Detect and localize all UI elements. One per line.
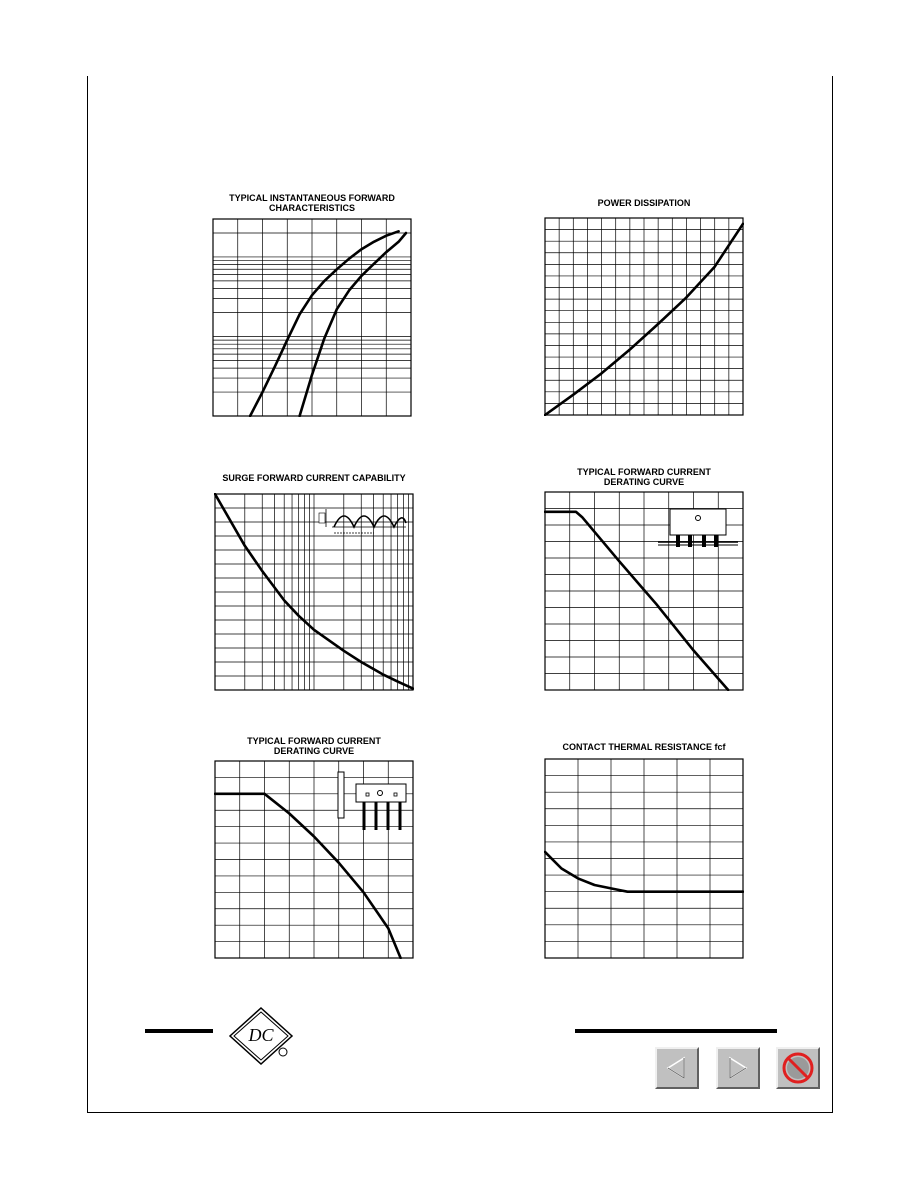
company-logo xyxy=(228,1006,298,1066)
triangle-right-icon xyxy=(718,1049,758,1087)
c5-heatsink-diagram xyxy=(334,768,410,838)
next-page-button[interactable] xyxy=(716,1047,760,1089)
footer-rule-right xyxy=(575,1029,777,1033)
c4-y-axis-label xyxy=(491,471,503,711)
c3-waveform-diagram xyxy=(318,505,408,547)
c1-grid xyxy=(213,219,411,416)
logo-text: DC xyxy=(248,1025,274,1045)
c1-plot xyxy=(212,218,412,417)
c1-y-axis-label xyxy=(159,198,171,438)
c4-title: TYPICAL FORWARD CURRENT DERATING CURVE xyxy=(577,467,711,487)
c2-grid xyxy=(545,218,743,415)
c6-title: CONTACT THERMAL RESISTANCE fcf xyxy=(562,742,726,752)
c6-plot xyxy=(544,758,744,959)
c3-y-axis-label xyxy=(161,472,173,712)
c2-plot xyxy=(544,217,744,416)
no-entry-icon xyxy=(778,1049,818,1087)
footer-rule-left xyxy=(145,1029,213,1033)
c1-title: TYPICAL INSTANTANEOUS FORWARD CHARACTERISTICS xyxy=(229,193,395,213)
c2-title: POWER DISSIPATION xyxy=(597,198,691,208)
c4-package-diagram xyxy=(658,505,738,561)
c5-y-axis-label xyxy=(161,740,173,980)
c6-y-axis-label xyxy=(491,739,503,979)
triangle-left-icon xyxy=(657,1049,697,1087)
prev-page-button[interactable] xyxy=(655,1047,699,1089)
c2-y-axis-label xyxy=(491,197,503,437)
c6-grid xyxy=(545,759,743,958)
exit-button[interactable] xyxy=(776,1047,820,1089)
c5-title: TYPICAL FORWARD CURRENT DERATING CURVE xyxy=(247,736,381,756)
c1-series-line-0 xyxy=(250,231,399,416)
c3-title: SURGE FORWARD CURRENT CAPABILITY xyxy=(222,473,406,483)
